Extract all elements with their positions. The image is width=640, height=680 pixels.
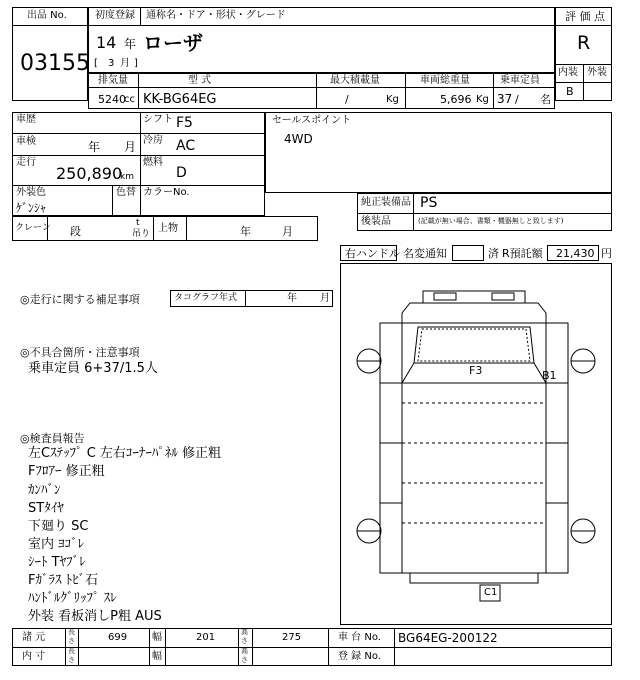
- inspection-label: 車検: [16, 136, 36, 147]
- registration-month: 3: [108, 58, 115, 69]
- model-code: KK-BG64EG: [143, 92, 217, 107]
- registration-year-unit: 年: [124, 37, 137, 51]
- grade-label: 評 価 点: [565, 10, 605, 23]
- inspector-report-label: ◎検査員報告: [20, 432, 85, 445]
- chassis-number-label: 車 台 No.: [338, 632, 381, 643]
- aftermarket-note: (記載が無い場合、書類・機器無しと致します): [418, 217, 564, 225]
- max-load: /: [345, 93, 349, 106]
- top-body-label: 上物: [158, 223, 178, 234]
- specs-label: 諸 元: [22, 632, 46, 643]
- vehicle-name-label: 通称名・ドア・形状・グレード: [146, 10, 286, 21]
- width: 201: [196, 632, 216, 643]
- exterior-grade-label: 外装: [587, 67, 607, 78]
- fuel-label: 燃料: [143, 157, 163, 168]
- crane-label: クレーン: [15, 223, 51, 233]
- report-line: Fﾌﾛｱｰ 修正粗: [28, 464, 105, 479]
- report-line: 下廻り SC: [28, 519, 89, 534]
- capacity: 37: [497, 92, 513, 106]
- recycle-deposit-unit: 円: [601, 247, 612, 260]
- report-line: ﾊﾝﾄﾞﾙｸﾞﾘｯﾌﾟ ｽﾚ: [28, 591, 117, 606]
- steering-position: 右ハンドル: [345, 247, 400, 260]
- capacity-label: 乗車定員: [500, 75, 540, 86]
- crane-capacity: 吊り: [132, 229, 151, 239]
- damage-mark-f3: F3: [469, 364, 483, 377]
- aftermarket-label: 後装品: [361, 216, 391, 227]
- truck-outline-svg: [340, 263, 612, 625]
- registration-number-label: 登 録 No.: [338, 651, 381, 662]
- height: 275: [282, 632, 302, 643]
- ac-label: 冷房: [143, 135, 163, 146]
- overall-grade: R: [577, 32, 591, 54]
- report-line: ｼｰﾄ Tﾔﾌﾞﾚ: [28, 555, 86, 570]
- recycle-deposit-amount: 21,430: [556, 247, 595, 260]
- width-label: 幅: [152, 632, 162, 643]
- model-name: ローザ: [143, 31, 203, 55]
- shift: F5: [176, 115, 193, 131]
- gross-weight-unit: Kg: [476, 94, 489, 105]
- report-line: 左Cｽﾃｯﾌﾟ C 左右ｺｰﾅｰﾊﾟﾈﾙ 修正粗: [28, 446, 222, 461]
- defects-label: ◎不具合箇所・注意事項: [20, 346, 140, 359]
- lot-number: 03155: [20, 51, 90, 76]
- registration-month-unit: 月: [120, 58, 130, 69]
- damage-mark-b1: B1: [542, 369, 557, 382]
- color-code-label: カラーNo.: [143, 187, 190, 198]
- gross-weight: 5,696: [440, 93, 472, 106]
- fuel: D: [176, 165, 187, 181]
- chassis-number: BG64EG-200122: [398, 631, 498, 645]
- factory-equipment: PS: [420, 195, 438, 211]
- lot-number-label: 出品 No.: [27, 10, 67, 21]
- max-load-label: 最大積載量: [330, 75, 380, 86]
- mileage-unit: km: [120, 172, 134, 182]
- shift-label: シフト: [143, 114, 173, 125]
- mileage-label: 走行: [16, 157, 36, 168]
- history-label: 車歴: [16, 114, 36, 125]
- report-line: 外装 看板消しP粗 AUS: [28, 609, 162, 624]
- exterior-color: ｹﾞﾝｼｬ: [16, 201, 47, 215]
- color-change-label: 色替: [116, 187, 136, 198]
- displacement-label: 排気量: [98, 75, 128, 86]
- mileage: 250,890: [56, 164, 123, 183]
- factory-equipment-label: 純正装備品: [361, 197, 411, 208]
- length: 699: [108, 632, 128, 643]
- model-code-label: 型 式: [188, 75, 212, 86]
- sales-point-label: セールスポイント: [272, 115, 352, 126]
- driving-notes-label: ◎走行に関する補足事項: [20, 293, 140, 306]
- displacement: 5240: [98, 93, 126, 106]
- interior-dimensions-label: 内 寸: [22, 651, 46, 662]
- report-line: ｶﾝﾊﾞﾝ: [28, 483, 61, 498]
- capacity-unit: 名: [540, 93, 551, 106]
- height-label: さ: [241, 637, 248, 645]
- first-registration-label: 初度登録: [95, 10, 135, 21]
- max-load-unit: Kg: [386, 94, 399, 105]
- damage-mark-c1: C1: [484, 587, 498, 598]
- gross-weight-label: 車両総重量: [420, 75, 470, 86]
- interior-grade: B: [566, 85, 574, 98]
- notice-status: 済: [488, 247, 499, 260]
- name-change-notice-label: 名変通知: [403, 247, 447, 260]
- registration-year: 14: [96, 33, 117, 52]
- defects-text: 乗車定員 6+37/1.5人: [28, 361, 158, 376]
- length-label: さ: [68, 637, 75, 645]
- exterior-color-label: 外装色: [16, 187, 46, 198]
- air-conditioning: AC: [176, 138, 196, 154]
- report-line: 室内 ﾖｺﾞﾚ: [28, 537, 85, 552]
- crane-stages: 段: [70, 225, 81, 238]
- report-line: STﾀｲﾔ: [28, 501, 64, 516]
- tachograph-label: タコグラフ年式: [174, 293, 238, 303]
- sales-point: 4WD: [284, 132, 313, 146]
- displacement-unit: cc: [124, 94, 135, 105]
- vehicle-diagram: [340, 263, 612, 625]
- recycle-deposit-label: R預託額: [502, 247, 543, 260]
- report-line: Fｶﾞﾗｽ ﾄﾋﾞ石: [28, 573, 99, 588]
- interior-grade-label: 内装: [558, 67, 578, 78]
